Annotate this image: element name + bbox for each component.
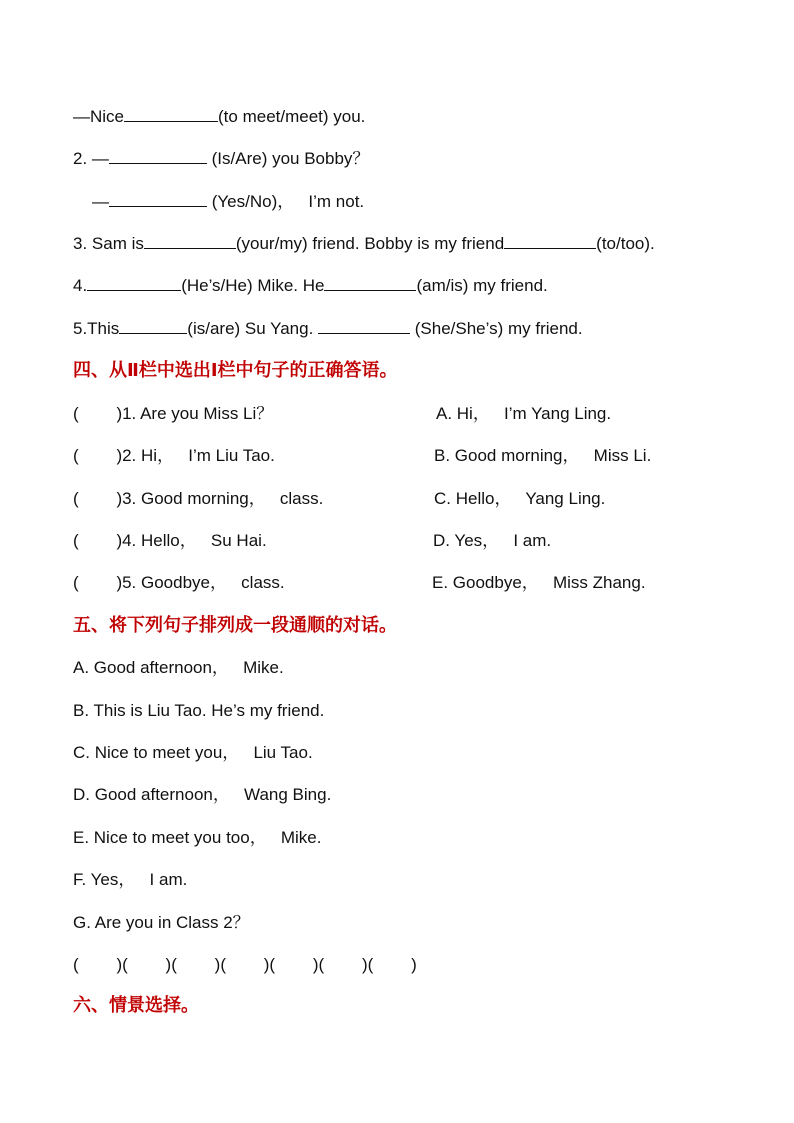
section-4-heading: 四、从Ⅱ栏中选出Ⅰ栏中句子的正确答语。 bbox=[73, 360, 398, 381]
match-answer-b: B. Good morning， Miss Li. bbox=[434, 446, 652, 465]
dialogue-item-a: A. Good afternoon， Mike. bbox=[73, 658, 284, 677]
section-6-heading: 六、情景选择。 bbox=[73, 995, 199, 1016]
dialogue-item-d: D. Good afternoon， Wang Bing. bbox=[73, 785, 332, 804]
q5-line bbox=[73, 318, 583, 340]
blank-field[interactable] bbox=[109, 191, 207, 207]
q2-line bbox=[73, 148, 369, 170]
q2-reply-end: (Yes/No)， I’m not. bbox=[207, 192, 365, 211]
blank-field[interactable] bbox=[87, 275, 181, 291]
q2-reply-start: — bbox=[92, 192, 109, 211]
q4-text-1: 4. bbox=[73, 276, 88, 295]
dialogue-item-e: E. Nice to meet you too， Mike. bbox=[73, 828, 322, 847]
q3-text-1: 3. Sam is bbox=[73, 234, 144, 253]
q3-line bbox=[73, 233, 655, 255]
q4-text-3: (am/is) my friend. bbox=[416, 276, 548, 295]
q5-text-3: (She/She’s) my friend. bbox=[410, 319, 583, 338]
blank-field[interactable] bbox=[144, 233, 236, 249]
match-answer-c: C. Hello， Yang Ling. bbox=[434, 489, 606, 508]
dialogue-item-b: B. This is Liu Tao. He’s my friend. bbox=[73, 701, 325, 720]
q5-text-2: (is/are) Su Yang. bbox=[187, 319, 319, 338]
blank-field[interactable] bbox=[318, 318, 410, 334]
section-5-heading: 五、将下列句子排列成一段通顺的对话。 bbox=[73, 615, 397, 636]
match-question-2: ( )2. Hi， I’m Liu Tao. bbox=[73, 446, 275, 465]
match-answer-d: D. Yes， I am. bbox=[433, 531, 552, 550]
q4-text-2: (He’s/He) Mike. He bbox=[181, 276, 325, 295]
dialogue-answer-order[interactable]: ( )( )( )( )( )( )( ) bbox=[73, 955, 417, 974]
blank-field[interactable] bbox=[504, 233, 596, 249]
match-question-4: ( )4. Hello， Su Hai. bbox=[73, 531, 267, 550]
q4-line bbox=[73, 275, 548, 297]
q1-text-end: (to meet/meet) you. bbox=[218, 107, 366, 126]
q3-text-2: (your/my) friend. Bobby is my friend bbox=[235, 234, 505, 253]
q3-text-3: (to/too). bbox=[596, 234, 655, 253]
q1-text-start: —Nice bbox=[73, 107, 125, 126]
blank-field[interactable] bbox=[324, 275, 416, 291]
match-question-3: ( )3. Good morning， class. bbox=[73, 489, 324, 508]
match-question-1: ( )1. Are you Miss Li？ bbox=[73, 404, 274, 423]
q5-text-1: 5.This bbox=[73, 319, 120, 338]
match-answer-e: E. Goodbye， Miss Zhang. bbox=[432, 573, 646, 592]
q1-reply-line bbox=[73, 106, 365, 128]
q2-text-end: (Is/Are) you Bobby？ bbox=[206, 149, 370, 168]
match-answer-a: A. Hi， I’m Yang Ling. bbox=[436, 404, 612, 423]
match-question-5: ( )5. Goodbye， class. bbox=[73, 573, 285, 592]
blank-field[interactable] bbox=[119, 318, 187, 334]
blank-field[interactable] bbox=[109, 148, 207, 164]
dialogue-item-g: G. Are you in Class 2？ bbox=[73, 913, 250, 932]
dialogue-item-f: F. Yes， I am. bbox=[73, 870, 188, 889]
q2-text-start: 2. — bbox=[73, 149, 109, 168]
q2-reply-line bbox=[92, 191, 364, 213]
blank-field[interactable] bbox=[124, 106, 218, 122]
dialogue-item-c: C. Nice to meet you， Liu Tao. bbox=[73, 743, 313, 762]
